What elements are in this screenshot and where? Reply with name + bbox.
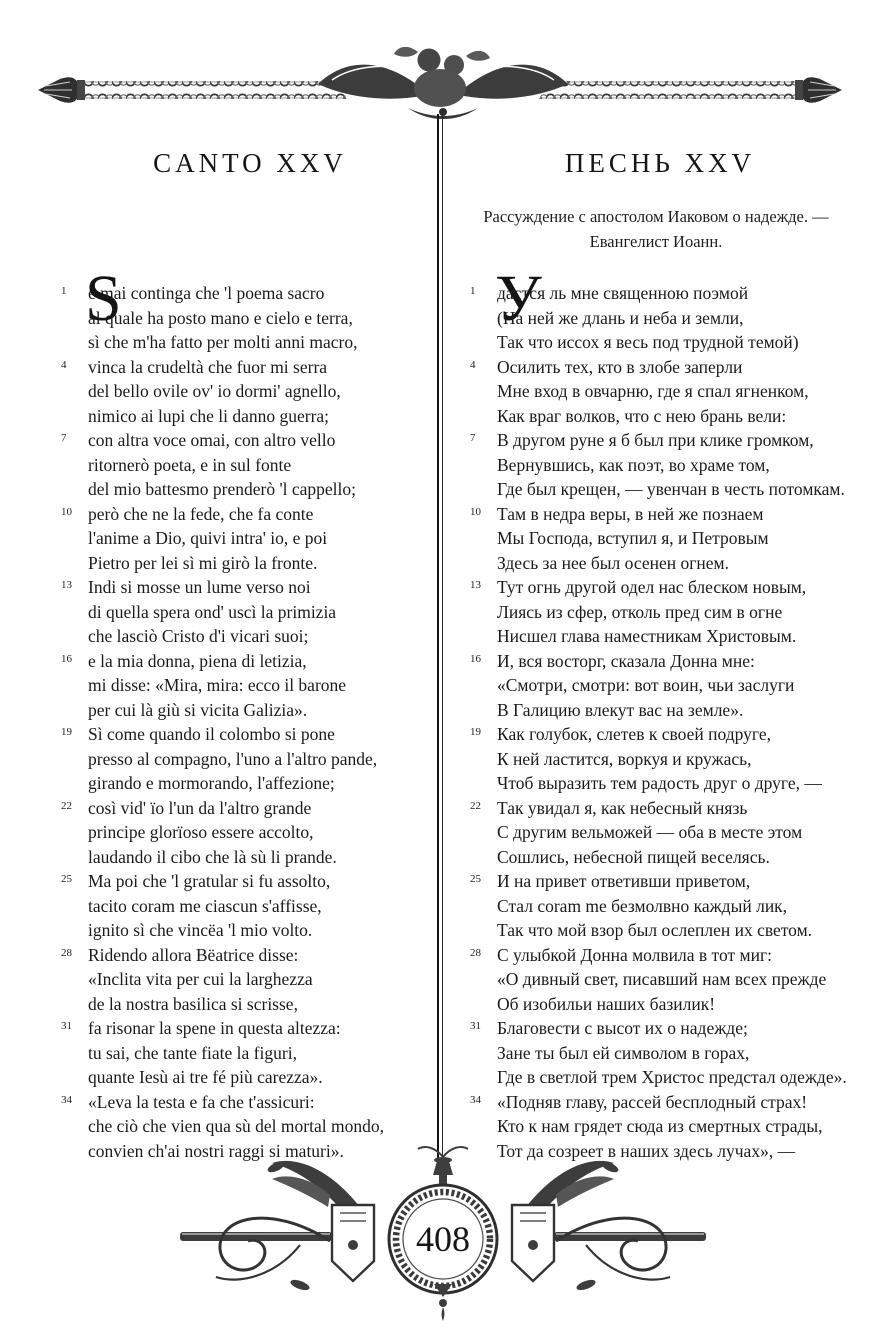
verse-line: [497, 894, 867, 919]
verse-line: [88, 845, 440, 870]
verse-line: [61, 355, 440, 380]
verse-number: 16: [61, 652, 72, 665]
verse-line: [88, 673, 440, 698]
right-finial-icon: [795, 77, 842, 103]
verse-text: Ridendo allora Bëatrice disse:: [88, 944, 299, 965]
verse-line: [497, 379, 867, 404]
verse-text: И на привет ответивши приветом,: [497, 871, 751, 891]
verse-line: [497, 477, 867, 502]
verse-line: [497, 673, 867, 698]
verse-line: [88, 967, 440, 992]
verse-line: [497, 551, 867, 576]
verse-line: [88, 992, 440, 1017]
verse-number: 28: [470, 946, 481, 959]
verse-line: [88, 330, 440, 355]
verse-text: Зане ты был ей символом в горах,: [497, 1042, 750, 1063]
verse-text: quante Iesù ai tre fé più carezza».: [88, 1067, 323, 1087]
verse-number: 1: [470, 285, 476, 297]
verse-text: Стал coram me безмолвно каждый лик,: [497, 895, 788, 916]
verse-text: e la mia donna, piena di letizia,: [88, 650, 307, 671]
argument-subtitle-line2: Евангелист Иоанн.: [589, 231, 723, 251]
verse-text: С другим вельможей — оба в месте этом: [497, 822, 803, 842]
verse-line: [497, 918, 867, 943]
verse-text: mi disse: «Mira, mira: ecco il barone: [88, 675, 347, 695]
verse-text: del mio battesmo prenderò 'l cappello;: [88, 479, 357, 499]
verse-line: [88, 747, 440, 772]
verse-number: 1: [61, 285, 67, 297]
drop-cap-russian: У: [495, 262, 542, 335]
verse-text: дастся ль мне священною поэмой: [497, 283, 749, 303]
verse-line: [88, 404, 440, 429]
verse-line: [497, 747, 867, 772]
verse-text: Тут огнь другой одел нас блеском новым,: [497, 577, 807, 597]
verse-line: [497, 1065, 867, 1090]
verse-line: [497, 526, 867, 551]
verse-text: Sì come quando il colombo si pone: [88, 724, 335, 744]
verse-line: [497, 624, 867, 649]
verse-line: [61, 869, 440, 894]
verse-text: «Подняв главу, рассей бесплодный страх!: [497, 1091, 808, 1112]
verse-line: [88, 1114, 440, 1139]
verse-text: e mai continga che 'l poema sacro: [88, 283, 325, 303]
verse-text: girando e mormorando, l'affezione;: [88, 773, 335, 793]
verse-line: [88, 771, 440, 796]
argument-subtitle: [458, 205, 854, 255]
verse-number: 34: [470, 1093, 481, 1106]
verse-text: К ней ластится, воркуя и кружась,: [497, 748, 752, 769]
verse-text: l'anime a Dio, quivi intra' io, e poi: [88, 528, 328, 548]
verse-text: (На ней же длань и неба и земли,: [497, 307, 744, 328]
poem-italian: [61, 281, 440, 1163]
verse-text: però che ne la fede, che fa conte: [88, 503, 314, 524]
verse-text: Ma poi che 'l gratular si fu assolto,: [88, 871, 331, 891]
verse-line: [470, 1016, 867, 1041]
verse-line: [470, 355, 867, 380]
verse-text: con altra voce omai, con altro vello: [88, 430, 336, 450]
verse-line: [497, 992, 867, 1017]
verse-text: convien ch'ai nostri raggi si maturi».: [88, 1140, 344, 1161]
verse-text: Так что мой взор был ослеплен их светом.: [497, 920, 813, 940]
verse-line: [470, 722, 867, 747]
verse-text: fa risonar la spene in questa altezza:: [88, 1018, 341, 1038]
verse-text: И, вся восторг, сказала Донна мне:: [497, 650, 755, 671]
verse-number: 13: [470, 579, 481, 591]
verse-line: [497, 453, 867, 478]
verse-text: vinca la crudeltà che fuor mi serra: [88, 356, 328, 377]
verse-text: Мне вход в овчарню, где я спал ягненком,: [497, 381, 809, 401]
page-number-medallion: [389, 1185, 497, 1293]
verse-number: 22: [470, 799, 481, 812]
verse-line: [497, 845, 867, 870]
verse-text: Тот да созреет в наших здесь лучах», —: [497, 1140, 796, 1161]
verse-line: [88, 306, 440, 331]
verse-text: Вернувшись, как поэт, во храме том,: [497, 454, 770, 475]
verse-line: [61, 281, 440, 306]
verse-text: «Leva la testa e fa che t'assicuri:: [88, 1091, 315, 1112]
verse-text: Здесь за нее был осенен огнем.: [497, 552, 729, 573]
footer-ornament: [180, 1145, 706, 1325]
verse-number: 10: [470, 505, 481, 518]
verse-text: Как голубок, слетев к своей подруге,: [497, 724, 771, 744]
verse-line: [470, 1090, 867, 1115]
verse-text: che lasciò Cristo d'i vicari suoi;: [88, 626, 309, 646]
verse-number: 4: [61, 358, 67, 371]
verse-line: [61, 796, 440, 821]
verse-text: В Галицию влекут вас на земле».: [497, 699, 744, 720]
verse-line: [470, 943, 867, 968]
verse-number: 4: [470, 358, 476, 371]
verse-text: tacito coram me ciascun s'affisse,: [88, 895, 322, 916]
argument-subtitle-line1: Рассуждение с апостолом Иаковом о надежде. —: [483, 207, 829, 226]
verse-text: Об изобильи наших базилик!: [497, 993, 716, 1014]
verse-line: [88, 453, 440, 478]
verse-line: [88, 379, 440, 404]
verse-text: di quella spera ond' uscì la primizia: [88, 601, 337, 622]
verse-number: 25: [61, 873, 72, 885]
verse-text: Сошлись, небесной пищей веселясь.: [497, 846, 770, 867]
verse-number: 10: [61, 505, 72, 518]
verse-line: [470, 281, 867, 306]
poem-russian: [470, 281, 867, 1163]
page-number: 408: [416, 1219, 470, 1259]
verse-line: [88, 698, 440, 723]
verse-line: [88, 551, 440, 576]
verse-line: [497, 404, 867, 429]
verse-text: Мы Господа, вступил я, и Петровым: [497, 528, 769, 548]
verse-text: Нисшел глава наместникам Христовым.: [497, 626, 797, 646]
verse-number: 28: [61, 946, 72, 959]
verse-line: [497, 771, 867, 796]
verse-text: «Смотри, смотри: вот воин, чьи заслуги: [497, 675, 795, 695]
verse-text: Там в недра веры, в ней же познаем: [497, 503, 764, 524]
verse-line: [88, 1065, 440, 1090]
verse-line: [61, 502, 440, 527]
verse-line: [61, 1016, 440, 1041]
verse-number: 25: [470, 873, 481, 885]
canto-title-italian: CANTO XXV: [153, 148, 347, 178]
verse-text: al quale ha posto mano e cielo e terra,: [88, 307, 353, 328]
verse-text: de la nostra basilica si scrisse,: [88, 993, 298, 1014]
left-finial-icon: [38, 77, 85, 103]
verse-line: [497, 1114, 867, 1139]
verse-number: 7: [470, 432, 476, 444]
verse-number: 16: [470, 652, 481, 665]
verse-line: [61, 943, 440, 968]
tailpiece-vase-icon: [418, 1147, 468, 1189]
verse-text: sì che m'ha fatto per molti anni macro,: [88, 332, 358, 352]
verse-text: Indi si mosse un lume verso noi: [88, 577, 311, 597]
verse-text: che ciò che vien qua sù del mortal mondo,: [88, 1116, 384, 1136]
verse-line: [497, 1041, 867, 1066]
verse-line: [61, 649, 440, 674]
verse-line: [497, 967, 867, 992]
verse-number: 13: [61, 579, 72, 591]
verse-text: principe glorïoso essere accolto,: [88, 822, 314, 842]
cherub-ornament-icon: [318, 39, 568, 133]
verse-line: [470, 428, 867, 453]
verse-text: Осилить тех, кто в злобе заперли: [497, 356, 743, 377]
verse-line: [61, 1090, 440, 1115]
verse-line: [470, 575, 867, 600]
verse-text: Благовести с высот их о надежде;: [497, 1018, 748, 1038]
verse-text: tu sai, che tante fiate la figuri,: [88, 1042, 297, 1063]
verse-number: 34: [61, 1093, 72, 1106]
verse-line: [88, 820, 440, 845]
verse-text: «Inclita vita per cui la larghezza: [88, 969, 313, 989]
verse-text: così vid' ïo l'un da l'altro grande: [88, 797, 312, 818]
verse-line: [61, 575, 440, 600]
verse-line: [470, 796, 867, 821]
verse-line: [497, 698, 867, 723]
verse-text: presso al compagno, l'uno a l'altro pande,: [88, 748, 378, 769]
verse-line: [497, 330, 867, 355]
canto-title-russian: ПЕСНЬ XXV: [564, 148, 756, 178]
verse-text: Так увидал я, как небесный князь: [497, 797, 748, 818]
verse-text: ignito sì che vincëa 'l mio volto.: [88, 920, 313, 940]
verse-text: В другом руне я б был при клике громком,: [497, 430, 814, 450]
verse-text: Pietro per lei sì mi girò la fronte.: [88, 552, 318, 573]
verse-text: Где был крещен, — увенчан в честь потомкам.: [497, 479, 845, 499]
verse-text: Чтоб выразить тем радость друг о друге, —: [497, 773, 822, 793]
verse-text: Лиясь из сфер, отколь пред сим в огне: [497, 601, 783, 622]
verse-text: per cui là giù si vicita Galizia».: [88, 699, 308, 720]
verse-line: [470, 649, 867, 674]
verse-line: [88, 918, 440, 943]
verse-number: 22: [61, 799, 72, 812]
verse-number: 19: [61, 726, 72, 738]
verse-line: [88, 894, 440, 919]
verse-line: [497, 600, 867, 625]
verse-number: 31: [470, 1020, 481, 1032]
verse-line: [497, 306, 867, 331]
verse-number: 7: [61, 432, 67, 444]
verse-text: ritornerò poeta, e in sul fonte: [88, 454, 292, 475]
verse-line: [470, 869, 867, 894]
verse-text: Так что иссох я весь под трудной темой): [497, 332, 799, 352]
verse-text: Как враг волков, что с нею брань вели:: [497, 405, 787, 426]
verse-text: Где в светлой трем Христос предстал одежде».: [497, 1067, 847, 1087]
verse-line: [88, 600, 440, 625]
verse-text: laudando il cibo che là sù li prande.: [88, 846, 337, 867]
verse-number: 31: [61, 1020, 72, 1032]
verse-text: С улыбкой Донна молвила в тот миг:: [497, 944, 772, 965]
verse-text: nimico ai lupi che li danno guerra;: [88, 405, 330, 426]
verse-line: [88, 526, 440, 551]
verse-line: [497, 820, 867, 845]
verse-text: «О дивный свет, писавший нам всех прежде: [497, 969, 827, 989]
verse-line: [470, 502, 867, 527]
verse-text: del bello ovile ov' io dormi' agnello,: [88, 381, 341, 401]
verse-line: [88, 1041, 440, 1066]
drop-cap-italian: S: [85, 262, 122, 335]
verse-number: 19: [470, 726, 481, 738]
verse-line: [88, 477, 440, 502]
verse-text: Кто к нам грядет сюда из смертных страды,: [497, 1116, 823, 1136]
verse-line: [61, 722, 440, 747]
verse-line: [61, 428, 440, 453]
verse-line: [88, 624, 440, 649]
